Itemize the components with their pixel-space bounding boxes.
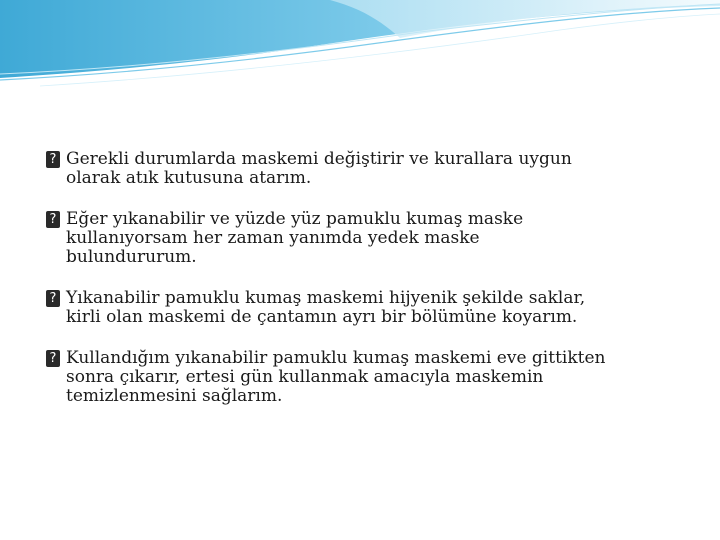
bullet-text-line: sonra çıkarır, ertesi gün kullanmak amacıyla maskemin bbox=[66, 367, 544, 387]
bullet-marker-icon: ? bbox=[46, 211, 60, 228]
bullet-text-line: Yıkanabilir pamuklu kumaş maskemi hijyenik şekilde saklar, bbox=[66, 288, 586, 308]
bullet-marker-icon: ? bbox=[46, 290, 60, 307]
bullet-text-line: temizlenmesini sağlarım. bbox=[66, 386, 283, 406]
bullet-marker-icon: ? bbox=[46, 350, 60, 367]
bullet-marker-icon: ? bbox=[46, 151, 60, 168]
bullet-text-line: Kullandığım yıkanabilir pamuklu kumaş maskemi eve gittikten bbox=[66, 348, 606, 368]
bullet-item-4 bbox=[46, 349, 686, 406]
bullet-text-line: olarak atık kutusuna atarım. bbox=[66, 168, 312, 188]
bullet-text-line: bulundururum. bbox=[66, 247, 197, 267]
bullet-list bbox=[46, 150, 686, 428]
header-wave-decoration bbox=[0, 0, 720, 100]
bullet-text-line: Gerekli durumlarda maskemi değiştirir ve kurallara uygun bbox=[66, 149, 572, 169]
bullet-text-line: kullanıyorsam her zaman yanımda yedek maske bbox=[66, 228, 480, 248]
bullet-text-line: kirli olan maskemi de çantamın ayrı bir bölümüne koyarım. bbox=[66, 307, 578, 327]
bullet-item-1 bbox=[46, 150, 686, 188]
bullet-item-2 bbox=[46, 210, 686, 267]
bullet-text-line: Eğer yıkanabilir ve yüzde yüz pamuklu kumaş maske bbox=[66, 209, 524, 229]
bullet-item-3 bbox=[46, 289, 686, 327]
